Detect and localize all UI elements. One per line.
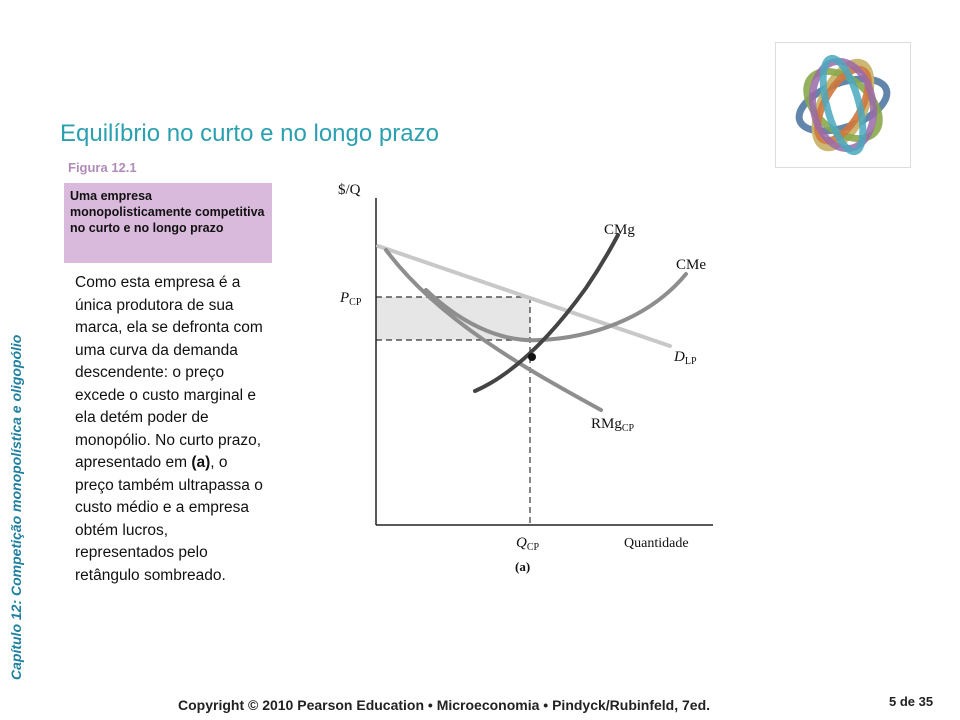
slide-title: Equilíbrio no curto e no longo prazo [60,120,439,147]
quantity-tick-label [516,535,540,553]
monopolistic-competition-chart [318,170,728,580]
chapter-title: Capítulo 12: Competição monopolística e oligopólio [8,334,24,680]
panel-label: (a) [515,559,531,574]
copyright-footer: Copyright © 2010 Pearson Education • Microeconomia • Pindyck/Rubinfeld, 7ed. [178,697,711,713]
x-axis-label: Quantidade [624,536,689,551]
body-text-part2: , o preço também ultrapassa o custo médio e a empresa obtém lucros, representados pelo retângulo sombreado. [75,454,263,584]
label-cmg-base: CMg [604,222,635,238]
label-cme [676,257,706,273]
body-text-bold: (a) [191,454,211,471]
page-number: 5 de 35 [889,694,934,709]
body-text [75,272,267,587]
figure-label: Figura 12.1 [68,160,137,175]
price-tick-base: P [340,290,350,306]
equilibrium-point [528,353,536,361]
quantity-tick-sub: CP [526,542,540,553]
label-cmg [604,222,635,238]
price-tick-label [339,290,362,308]
label-demand-sub: LP [684,356,697,367]
rings-icon [776,43,910,167]
quantity-tick-base: Q [516,535,527,551]
label-rmg-base: RMg [591,416,622,432]
label-demand [673,349,697,367]
logo-rings-image [775,42,911,168]
label-demand-base: D [674,349,685,365]
label-rmg-sub: CP [621,423,635,434]
y-axis-label: $/Q [338,182,361,198]
body-text-part1: Como esta empresa é a única produtora de sua marca, ela se defronta com uma curva da demanda descendente: o preço excede o custo marginal e ela detém poder de monopólio. No curto prazo, apresentado em [75,274,263,471]
label-rmg [591,416,635,434]
price-tick-sub: CP [349,297,362,308]
label-cme-base: CMe [676,257,706,273]
figure-caption: Uma empresa monopolisticamente competitiva no curto e no longo prazo [64,183,272,263]
